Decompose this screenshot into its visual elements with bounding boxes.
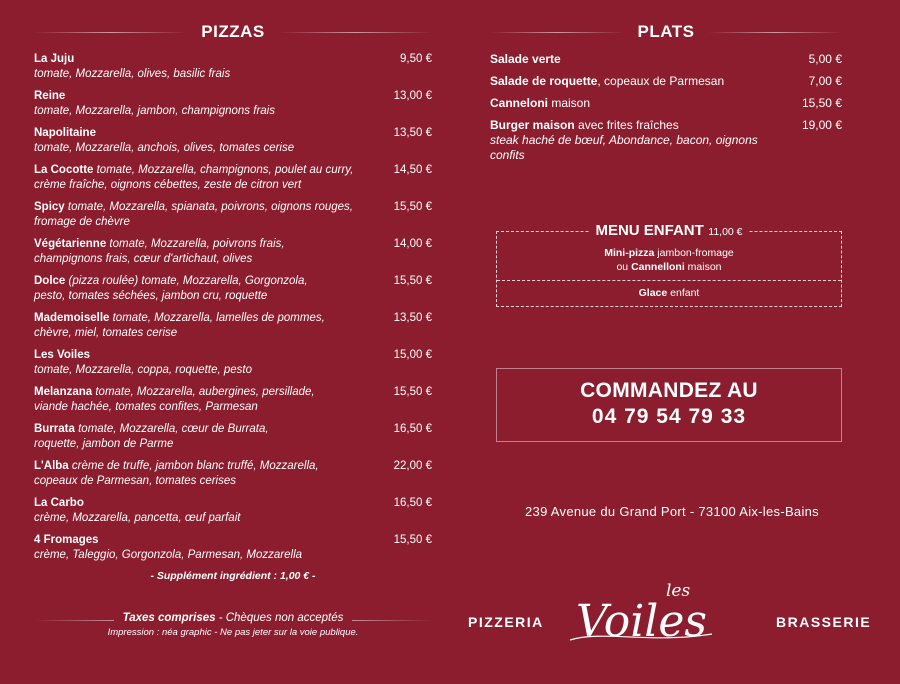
menu-enfant-divider bbox=[497, 280, 841, 281]
plats-list bbox=[490, 52, 842, 163]
taxes-note bbox=[34, 612, 432, 624]
menu-item-price: 7,00 € bbox=[808, 74, 842, 88]
menu-item bbox=[34, 52, 432, 81]
menu-item-description: viande hachée, tomates confites, Parmesan bbox=[34, 400, 258, 413]
menu-item-description: fromage de chèvre bbox=[34, 215, 130, 228]
menu-item-text bbox=[34, 533, 380, 562]
menu-item-name: Salade de roquette bbox=[490, 74, 598, 88]
menu-item bbox=[34, 459, 432, 488]
address: 239 Avenue du Grand Port - 73100 Aix-les-Bains bbox=[525, 504, 819, 519]
menu-item-price: 14,50 € bbox=[393, 164, 432, 176]
menu-item-price: 16,50 € bbox=[393, 497, 432, 509]
menu-item-description: tomate, Mozzarella, coppa, roquette, pesto bbox=[34, 363, 252, 376]
menu-item-text bbox=[34, 237, 380, 266]
footer-rule-right bbox=[352, 620, 432, 621]
menu-item-price: 15,50 € bbox=[393, 201, 432, 213]
menu-enfant-box bbox=[496, 222, 842, 307]
glace-label: Glace bbox=[638, 287, 668, 299]
mini-pizza-detail: jambon-fromage bbox=[654, 247, 734, 259]
menu-item-description: tomate, Mozzarella, anchois, olives, tomates cerise bbox=[34, 141, 295, 154]
menu-item bbox=[34, 200, 432, 229]
menu-item-price: 19,00 € bbox=[801, 118, 842, 132]
menu-item-name: Végétarienne bbox=[34, 238, 107, 250]
order-heading: COMMANDEZ AU bbox=[580, 379, 758, 402]
menu-item bbox=[34, 533, 432, 562]
menu-item bbox=[34, 126, 432, 155]
menu-item-price: 13,50 € bbox=[393, 127, 432, 139]
header-rule bbox=[490, 32, 624, 33]
menu-item bbox=[490, 118, 842, 163]
menu-item-inline: maison bbox=[548, 96, 591, 110]
menu-item-description: chèvre, miel, tomates cerise bbox=[34, 326, 178, 339]
menu-item-inline: avec frites fraîches bbox=[574, 118, 679, 132]
menu-item-inline: tomate, Mozzarella, poivrons frais, bbox=[106, 238, 285, 250]
menu-item-name: Melanzana bbox=[34, 386, 93, 398]
menu-item-price: 22,00 € bbox=[393, 460, 432, 472]
menu-item-inline: (pizza roulée) tomate, Mozzarella, Gorgonzola, bbox=[65, 275, 308, 287]
plats-column bbox=[490, 18, 842, 170]
menu-item bbox=[34, 163, 432, 192]
menu-item-price: 15,50 € bbox=[393, 534, 432, 546]
menu-item bbox=[34, 385, 432, 414]
menu-item-price: 9,50 € bbox=[400, 53, 432, 65]
pizzas-header bbox=[34, 18, 432, 46]
menu-item-text bbox=[34, 89, 380, 118]
menu-item-price: 16,50 € bbox=[393, 423, 432, 435]
menu-item-text bbox=[34, 422, 380, 451]
glace-detail: enfant bbox=[667, 287, 700, 299]
menu-item bbox=[34, 348, 432, 377]
pizza-list bbox=[34, 52, 432, 562]
menu-item-name: Spicy bbox=[34, 201, 65, 213]
taxes-bold: Taxes comprises bbox=[122, 612, 216, 624]
header-rule bbox=[279, 32, 432, 33]
menu-item-text bbox=[34, 274, 380, 303]
menu-item-name: Burger maison bbox=[490, 118, 575, 132]
footer-rule-left bbox=[34, 620, 114, 621]
menu-item bbox=[34, 89, 432, 118]
pizzas-column bbox=[34, 18, 432, 582]
order-box bbox=[496, 368, 842, 442]
menu-enfant-dessert bbox=[497, 287, 841, 299]
menu-item-price: 15,50 € bbox=[801, 96, 842, 110]
menu-item-description: crème fraîche, oignons cébettes, zeste de citron vert bbox=[34, 178, 302, 191]
menu-item-name: Canneloni bbox=[490, 96, 549, 110]
menu-item-price: 15,50 € bbox=[393, 275, 432, 287]
menu-enfant-title: MENU ENFANT bbox=[595, 222, 704, 239]
pizzeria-word: PIZZERIA bbox=[468, 614, 544, 630]
menu-item bbox=[34, 496, 432, 525]
menu-item-text bbox=[490, 74, 790, 89]
menu-item-inline: crème de truffe, jambon blanc truffé, Mozzarella, bbox=[68, 460, 319, 472]
menu-item bbox=[490, 74, 842, 89]
menu-item-description: crème, Mozzarella, pancetta, œuf parfait bbox=[34, 511, 241, 524]
plats-title: PLATS bbox=[637, 22, 695, 41]
menu-enfant-main-choice bbox=[497, 246, 841, 274]
menu-item-price: 14,00 € bbox=[393, 238, 432, 250]
menu-item bbox=[490, 96, 842, 111]
menu-item-description: champignons frais, cœur d'artichaut, olives bbox=[34, 252, 253, 265]
menu-item-text bbox=[490, 96, 790, 111]
logo-les: les bbox=[666, 581, 691, 601]
menu-item-name: L'Alba bbox=[34, 460, 69, 472]
menu-item bbox=[34, 237, 432, 266]
menu-item-name: La Cocotte bbox=[34, 164, 94, 176]
menu-item bbox=[34, 274, 432, 303]
menu-item bbox=[34, 311, 432, 340]
menu-item-price: 15,00 € bbox=[393, 349, 432, 361]
menu-item-text bbox=[34, 385, 380, 414]
brand-block bbox=[460, 570, 900, 650]
menu-item-name: La Juju bbox=[34, 53, 75, 65]
logo-voiles: Voiles bbox=[576, 596, 707, 647]
menu-item-description: steak haché de bœuf, Abondance, bacon, oignons confits bbox=[490, 133, 758, 162]
menu-enfant-price: 11,00 € bbox=[708, 226, 743, 238]
menu-item-inline: tomate, Mozzarella, spianata, poivrons, oignons rouges, bbox=[64, 201, 353, 213]
menu-item-name: Les Voiles bbox=[34, 349, 91, 361]
menu-item-price: 15,50 € bbox=[393, 386, 432, 398]
menu-item-description: copeaux de Parmesan, tomates cerises bbox=[34, 474, 236, 487]
menu-item-text bbox=[34, 163, 380, 192]
menu-item-text bbox=[34, 126, 380, 155]
supplement-note: - Supplément ingrédient : 1,00 € - bbox=[150, 570, 316, 582]
header-rule bbox=[34, 32, 187, 33]
phone-number[interactable]: 04 79 54 79 33 bbox=[591, 405, 747, 428]
menu-item bbox=[490, 52, 842, 67]
menu-item-inline: , copeaux de Parmesan bbox=[597, 74, 725, 88]
menu-item-price: 5,00 € bbox=[808, 52, 842, 66]
menu-item-inline: tomate, Mozzarella, champignons, poulet au curry, bbox=[93, 164, 354, 176]
menu-item-text bbox=[34, 459, 380, 488]
menu-item-name: Burrata bbox=[34, 423, 75, 435]
menu-item-inline: tomate, Mozzarella, lamelles de pommes, bbox=[109, 312, 325, 324]
brasserie-word: BRASSERIE bbox=[776, 614, 872, 630]
menu-enfant-header bbox=[497, 222, 841, 240]
menu-item-name: Dolce bbox=[34, 275, 66, 287]
menu-item-description: roquette, jambon de Parme bbox=[34, 437, 174, 450]
menu-item-description: pesto, tomates séchées, jambon cru, roquette bbox=[34, 289, 268, 302]
menu-item-text bbox=[34, 200, 380, 229]
taxes-rest: - Chèques non acceptés bbox=[215, 612, 344, 624]
menu-item-text bbox=[490, 52, 790, 67]
menu-item-inline: tomate, Mozzarella, cœur de Burrata, bbox=[74, 423, 269, 435]
menu-item-name: Napolitaine bbox=[34, 127, 96, 139]
menu-item-price: 13,00 € bbox=[393, 90, 432, 102]
menu-item-text bbox=[34, 311, 380, 340]
menu-item-price: 13,50 € bbox=[393, 312, 432, 324]
plats-header bbox=[490, 18, 842, 46]
menu-item-name: Reine bbox=[34, 90, 66, 102]
menu-item-text bbox=[34, 52, 380, 81]
menu-item bbox=[34, 422, 432, 451]
header-rule bbox=[708, 32, 842, 33]
menu-item-name: Salade verte bbox=[490, 52, 561, 66]
mini-pizza-label: Mini-pizza bbox=[604, 247, 655, 259]
cannelloni-label: Cannelloni bbox=[631, 261, 685, 273]
menu-item-name: 4 Fromages bbox=[34, 534, 99, 546]
menu-item-text bbox=[34, 348, 380, 377]
footer-notes bbox=[34, 612, 432, 638]
menu-item-name: La Carbo bbox=[34, 497, 84, 509]
les-voiles-logo bbox=[562, 570, 772, 650]
menu-item-name: Mademoiselle bbox=[34, 312, 110, 324]
menu-item-description: tomate, Mozzarella, olives, basilic frais bbox=[34, 67, 231, 80]
menu-item-text bbox=[490, 118, 790, 163]
menu-item-inline: tomate, Mozzarella, aubergines, persillade, bbox=[92, 386, 315, 398]
or-text: ou bbox=[616, 261, 632, 273]
cannelloni-detail: maison bbox=[684, 261, 722, 273]
menu-item-description: tomate, Mozzarella, jambon, champignons frais bbox=[34, 104, 275, 117]
menu-item-description: crème, Taleggio, Gorgonzola, Parmesan, Mozzarella bbox=[34, 548, 303, 561]
impression-note: Impression : néa graphic - Ne pas jeter sur la voie publique. bbox=[107, 627, 359, 638]
pizzas-title: PIZZAS bbox=[201, 22, 265, 41]
menu-item-text bbox=[34, 496, 380, 525]
